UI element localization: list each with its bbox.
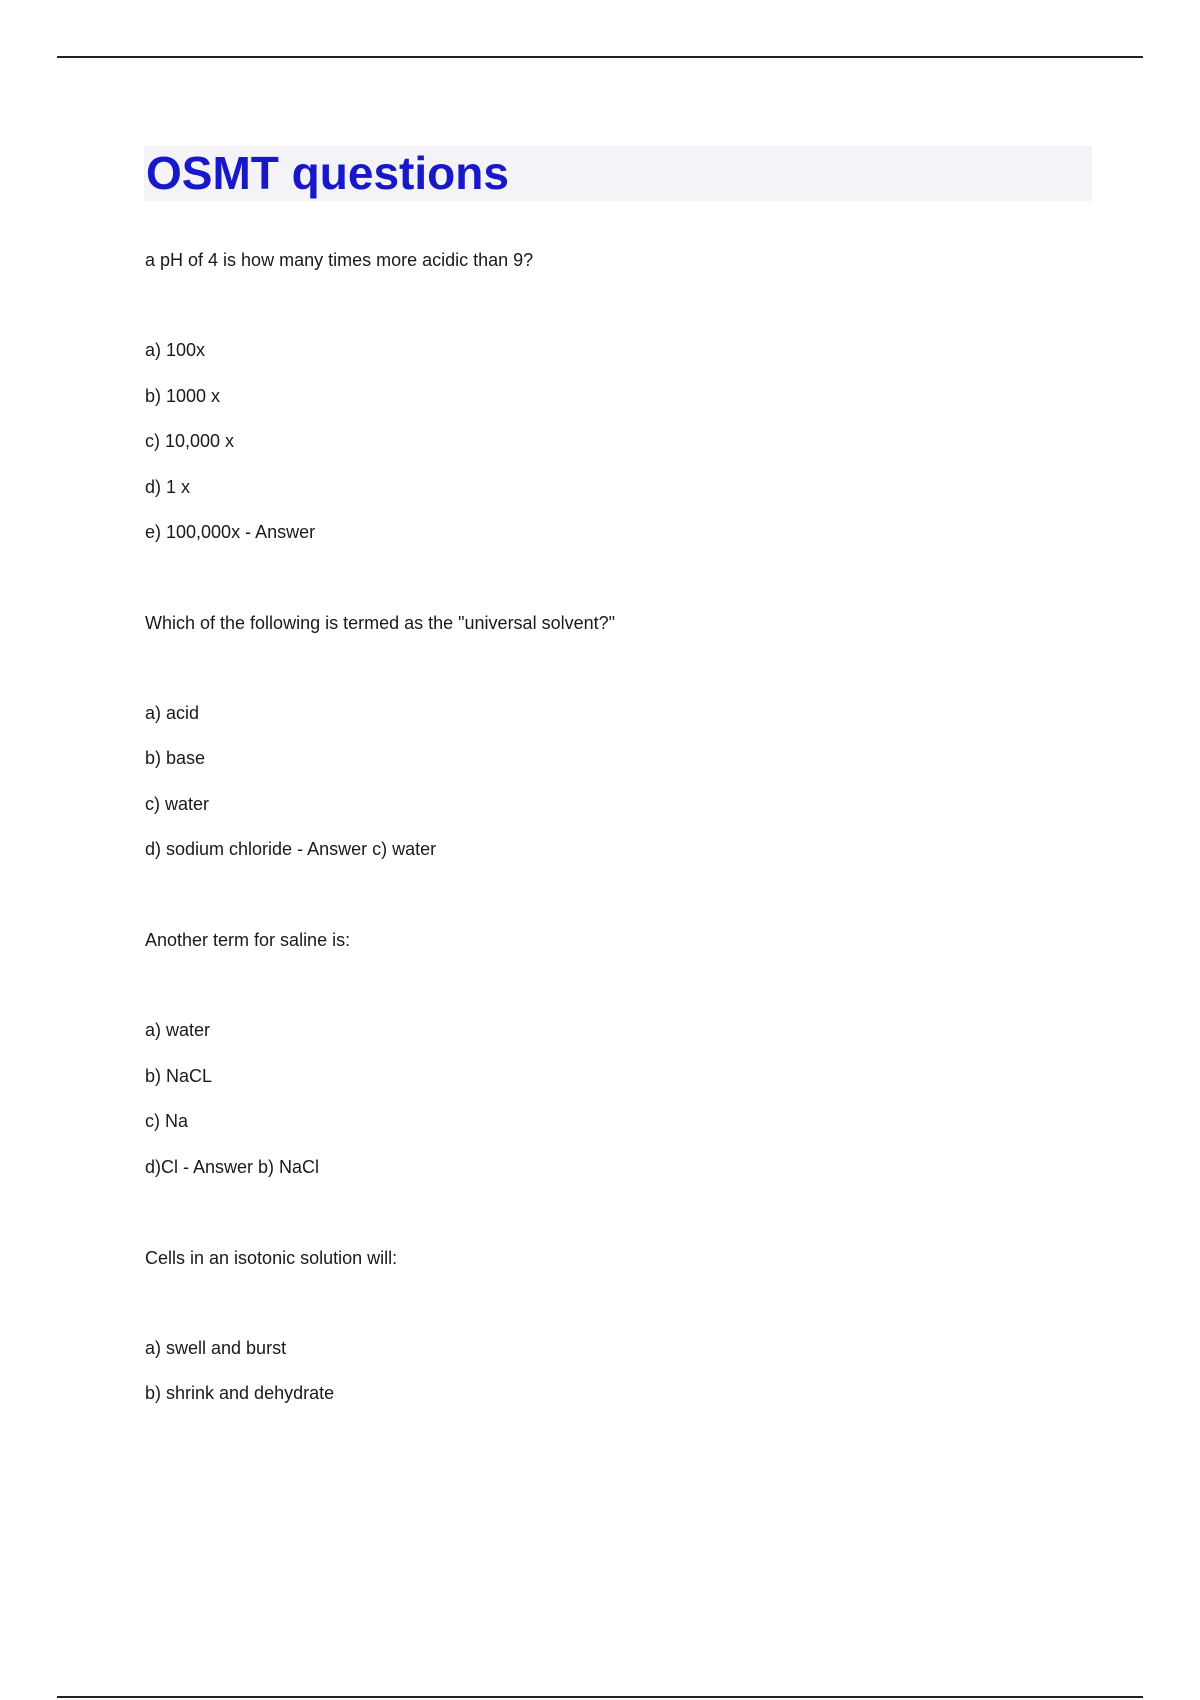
answer-option: d)Cl - Answer b) NaCl — [145, 1157, 320, 1177]
bottom-rule — [57, 1696, 1143, 1698]
answer-option: a) water — [145, 1020, 211, 1040]
answer-option: e) 100,000x - Answer — [145, 522, 316, 542]
page-content — [144, 146, 1092, 201]
question-block-1 — [145, 249, 1093, 271]
question-text: Another term for saline is: — [145, 930, 351, 950]
answer-option: c) Na — [145, 1111, 189, 1131]
answer-option: a) acid — [145, 703, 200, 723]
answer-option: c) 10,000 x — [145, 431, 235, 451]
document-title: OSMT questions — [146, 147, 509, 199]
question-text: Cells in an isotonic solution will: — [145, 1248, 398, 1268]
answer-option: a) 100x — [145, 340, 206, 360]
answer-option: b) base — [145, 748, 206, 768]
title-band — [144, 146, 1092, 201]
question-text: a pH of 4 is how many times more acidic than 9? — [145, 250, 534, 270]
answer-option: d) 1 x — [145, 477, 191, 497]
answer-option: a) swell and burst — [145, 1338, 287, 1358]
answer-option: b) 1000 x — [145, 386, 221, 406]
answer-option: d) sodium chloride - Answer c) water — [145, 839, 437, 859]
question-text: Which of the following is termed as the "universal solvent?" — [145, 613, 616, 633]
answer-option: b) NaCL — [145, 1066, 213, 1086]
top-rule — [57, 56, 1143, 58]
answer-option: c) water — [145, 794, 210, 814]
answer-option: b) shrink and dehydrate — [145, 1383, 335, 1403]
